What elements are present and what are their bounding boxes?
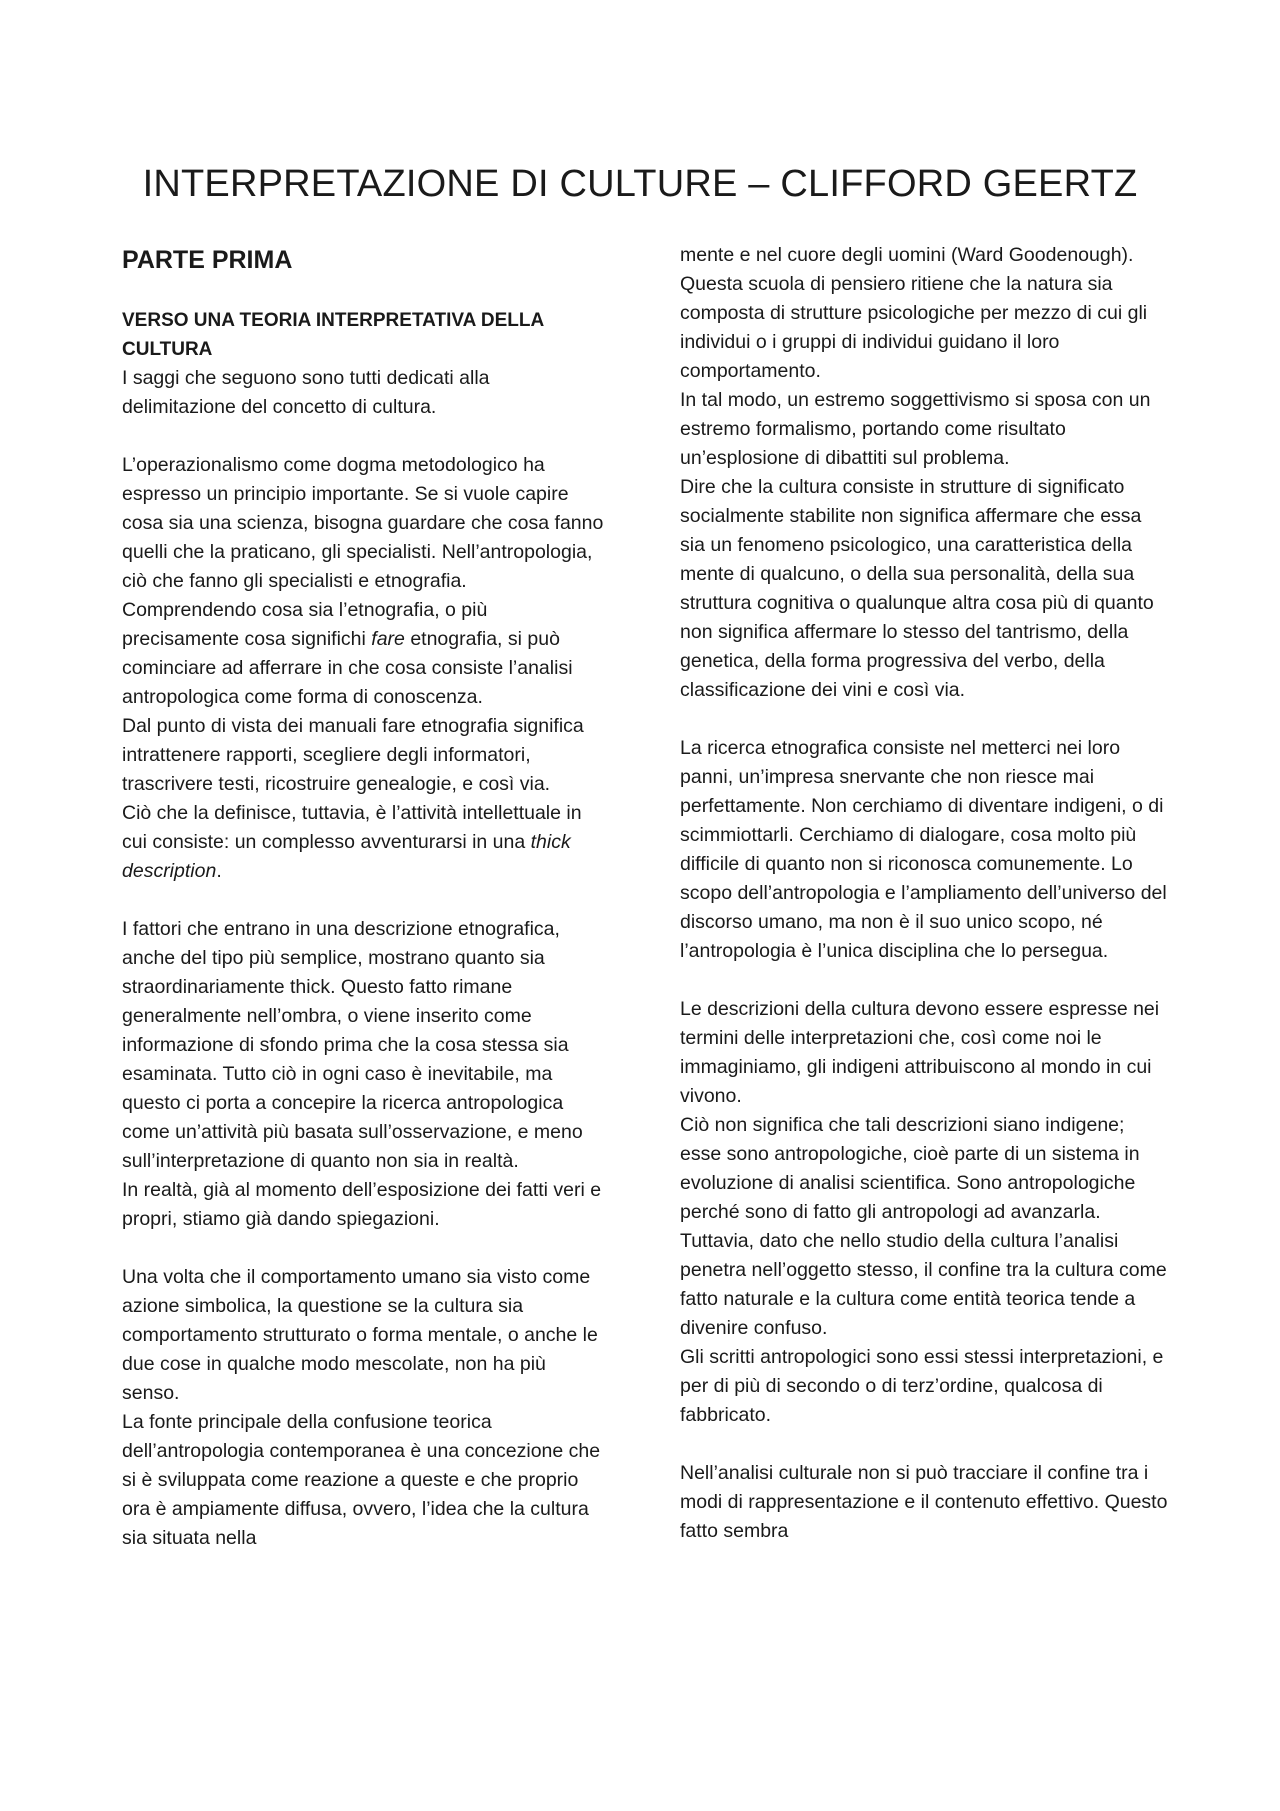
paragraph	[122, 596, 608, 712]
paragraph-gap	[122, 422, 608, 451]
paragraph-gap	[122, 886, 608, 915]
page-title: INTERPRETAZIONE DI CULTURE – CLIFFORD GEERTZ	[142, 163, 1138, 205]
paragraph: Le descrizioni della cultura devono essere espresse nei termini delle interpretazioni che, così come noi le immaginiamo, gli indigeni attribuiscono al mondo in cui vivono.	[680, 998, 1160, 1107]
paragraph: Una volta che il comportamento umano sia visto come azione simbolica, la questione se la cultura sia comportamento strutturato o forma mentale, o anche le due cose in qualche modo mescolate, non ha più senso.	[122, 1266, 598, 1404]
paragraph: Gli scritti antropologici sono essi stessi interpretazioni, e per di più di secondo o di terz’ordine, qualcosa di fabbricato.	[680, 1346, 1164, 1426]
paragraph-gap	[680, 705, 1170, 734]
paragraph: mente e nel cuore degli uomini (Ward Goodenough).	[680, 244, 1134, 266]
paragraph: L’operazionalismo come dogma metodologico ha espresso un principio importante. Se si vuole capire cosa sia una scienza, bisogna guardare che cosa fanno quelli che la praticano, gli specialisti. Nell’antropologia, ciò che fanno gli specialisti e etnografia.	[122, 454, 604, 592]
paragraph: Dal punto di vista dei manuali fare etnografia significa intrattenere rapporti, scegliere degli informatori, trascrivere testi, ricostruire genealogie, e così via.	[122, 715, 584, 795]
paragraph: Tuttavia, dato che nello studio della cultura l’analisi penetra nell’oggetto stesso, il confine tra la cultura come fatto naturale e la cultura come entità teorica tende a divenire confuso.	[680, 1230, 1167, 1339]
paragraph-gap	[680, 966, 1170, 995]
text-run: etnografia, si può cominciare ad afferrare in che cosa consiste l’analisi antropologica come forma di conoscenza.	[122, 628, 573, 708]
paragraph: Nell’analisi culturale non si può tracciare il confine tra i modi di rappresentazione e il contenuto effettivo. Questo fatto sembra	[680, 1462, 1168, 1542]
text-run: Ciò che la definisce, tuttavia, è l’attività intellettuale in cui consiste: un complesso avventurarsi in una	[122, 802, 582, 853]
paragraph-gap	[680, 1430, 1170, 1459]
paragraph-gap	[122, 1234, 608, 1263]
left-column	[122, 244, 608, 1553]
paragraph: La fonte principale della confusione teorica dell’antropologia contemporanea è una concezione che si è sviluppata come reazione a queste e che proprio ora è ampiamente diffusa, ovvero, l’idea che la cultura sia situata nella	[122, 1411, 601, 1549]
right-column	[680, 241, 1170, 1546]
paragraph	[122, 799, 608, 886]
section-heading: PARTE PRIMA	[122, 246, 293, 274]
paragraph: In realtà, già al momento dell’esposizione dei fatti veri e propri, stiamo già dando spiegazioni.	[122, 1179, 602, 1230]
italic-text: fare	[371, 628, 405, 650]
paragraph: I fattori che entrano in una descrizione etnografica, anche del tipo più semplice, mostrano quanto sia straordinariamente thick. Questo fatto rimane generalmente nell’ombra, o viene inserito come informazione di sfondo prima che la cosa stessa sia esaminata. Tutto ciò in ogni caso è inevitabile, ma questo ci porta a concepire la ricerca antropologica come un’attività più basata sull’osservazione, e meno sull’interpretazione di quanto non sia in realtà.	[122, 918, 583, 1172]
paragraph: I saggi che seguono sono tutti dedicati alla delimitazione del concetto di cultura.	[122, 367, 490, 418]
italic-text: thick description	[122, 831, 571, 882]
paragraph: Ciò non significa che tali descrizioni siano indigene; esse sono antropologiche, cioè parte di un sistema in evoluzione di analisi scientifica. Sono antropologiche perché sono di fatto gli antropologi ad avanzarla.	[680, 1114, 1140, 1223]
paragraph: Dire che la cultura consiste in strutture di significato socialmente stabilite non significa affermare che essa sia un fenomeno psicologico, una caratteristica della mente di qualcuno, o della sua personalità, della sua struttura cognitiva o qualunque altra cosa più di quanto non significa affermare lo stesso del tantrismo, della genetica, della forma progressiva del verbo, della classificazione dei vini e così via.	[680, 476, 1154, 701]
paragraph: La ricerca etnografica consiste nel metterci nei loro panni, un’impresa snervante che non riesce mai perfettamente. Non cerchiamo di diventare indigeni, o di scimmiottarli. Cerchiamo di dialogare, cosa molto più difficile di quanto non si riconosca comunemente. Lo scopo dell’antropologia e l’ampliamento dell’universo del discorso umano, ma non è il suo unico scopo, né l’antropologia è l’unica disciplina che lo persegua.	[680, 737, 1167, 962]
text-run: .	[216, 860, 222, 882]
paragraph: In tal modo, un estremo soggettivismo si sposa con un estremo formalismo, portando come risultato un’esplosione di dibattiti sul problema.	[680, 389, 1151, 469]
paragraph: Questa scuola di pensiero ritiene che la natura sia composta di strutture psicologiche per mezzo di cui gli individui o i gruppi di individui guidano il loro comportamento.	[680, 273, 1148, 382]
subsection-heading: VERSO UNA TEORIA INTERPRETATIVA DELLA CULTURA	[122, 310, 544, 360]
text-run: Comprendendo cosa sia l’etnografia, o più precisamente cosa significhi	[122, 599, 488, 650]
